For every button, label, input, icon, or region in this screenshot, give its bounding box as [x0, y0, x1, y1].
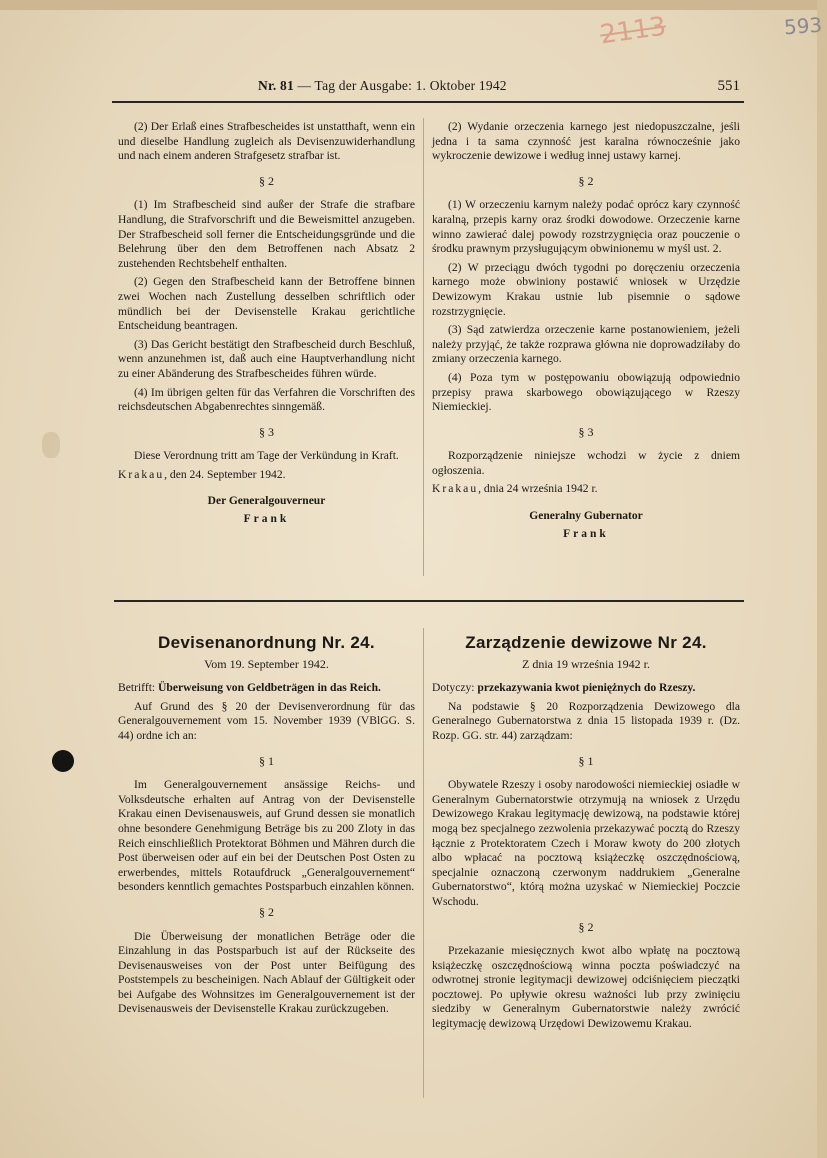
issue-number: Nr. 81 [258, 78, 294, 93]
subject-text: przekazywania kwot pieniężnych do Rzeszy. [477, 681, 696, 695]
paragraph: (2) Gegen den Strafbescheid kann der Betroffene binnen zwei Wochen nach Zustellung desselben schriftlich oder mündlich bei der Devisenstelle Krakau gerichtliche Entscheidung beantragen. [118, 275, 415, 333]
signing-date: , dnia 24 września 1942 r. [478, 482, 598, 496]
paragraph: Na podstawie § 20 Rozporządzenia Dewizowego dla Generalnego Gubernatorstwa z dnia 15 listopada 1939 r. (Dz. Rozp. GG. str. 44) zarządzam: [432, 699, 740, 742]
section-heading: § 2 [259, 173, 274, 188]
paper-edge-top [0, 0, 827, 10]
subject-text: Überweisung von Geldbeträgen in das Reich. [158, 681, 381, 695]
column-divider [423, 118, 424, 576]
bottom-right-column-polish [432, 633, 740, 1036]
bottom-left-column-german [118, 633, 415, 1021]
paragraph: Im Generalgouvernement ansässige Reichs- und Volksdeutsche erhalten auf Antrag von der Devisenstelle Krakau einen Devisenausweis, auf Grund dessen sie monatlich ohne besondere Genehmigung Beträge bis zu 200 Zloty in das Reich einschließlich Protektorat Böhmen und Mähren durch die Post überweisen oder auf ein bei der Deutschen Post Osten zu erwerbendes, mittels Rotaufdruck „Generalgouvernement“ besonders kenntlich gemachtes Postsparbuch einzahlen können. [118, 778, 415, 894]
paragraph: (3) Sąd zatwierdza orzeczenie karne postanowieniem, jeżeli należy przyjąć, że także rozprawa główna nie doprowadziłaby do zmiany orzeczenia karnego. [432, 323, 740, 366]
section-heading: § 2 [578, 173, 594, 188]
section-separator-rule [114, 600, 744, 602]
signatory-title: Generalny Gubernator [529, 510, 643, 523]
section-heading: § 3 [259, 424, 274, 439]
place-name: Krakau [118, 467, 165, 481]
place-date [118, 468, 415, 483]
pencil-page-annotation: 593 [783, 12, 823, 40]
paragraph: Diese Verordnung tritt am Tage der Verkündung in Kraft. [134, 449, 399, 463]
section-heading: § 3 [578, 424, 594, 439]
paragraph: Auf Grund des § 20 der Devisenverordnung für das Generalgouvernement vom 15. November 1939 (VBlGG. S. 44) ordne ich an: [118, 699, 415, 742]
paragraph: Die Überweisung der monatlichen Beträge oder die Einzahlung in das Postsparbuch ist auf der Rückseite des Devisenausweises von der Post unter Beifügung des Poststempels zu bescheinigen. Nach Ablauf der Gültigkeit oder bei Aufgabe des Wohnsitzes im Generalgouvernement ist der Devisenausweis der Devisenstelle Krakau zurückzugeben. [118, 929, 415, 1016]
signing-date: , den 24. September 1942. [164, 467, 286, 481]
header-rule [112, 101, 744, 103]
paragraph: (4) Im übrigen gelten für das Verfahren die Vorschriften des reichsdeutschen Abgabenrechtes sinngemäß. [118, 385, 415, 414]
signatory-title: Der Generalgouverneur [207, 495, 326, 508]
top-right-column-polish [432, 120, 740, 541]
subject-line [118, 681, 415, 696]
place-date [432, 482, 740, 497]
issue-date: — Tag der Ausgabe: 1. Oktober 1942 [293, 78, 507, 93]
paragraph: (1) Im Strafbescheid sind außer der Strafe die strafbare Handlung, die Strafvorschrift und die Beweismittel anzugeben. Der Strafbescheid soll ferner die Entscheidungsgründe und die Belehrung über den dem Betroffenen nach Absatz 2 zustehenden Rechtsbehelf enthalten. [118, 198, 415, 270]
paragraph: Obywatele Rzeszy i osoby narodowości niemieckiej osiadłe w Generalnym Gubernatorstwie otrzymują na wniosek z Urzędu Dewizowego Krakau legitymację dewizową, na podstawie której mogą bez specjalnego zezwolenia przekazywać pocztą do Rzeszy łącznie z Protektoratem Czech i Moraw kwoty do 200 złotych albo wpłacać na pocztową książeczkę oszczędnościową, specjalnie oznaczoną czerwonym naddrukiem „Generalne Gubernatorstwo“, którą można uzyskać w Niemieckiej Poczcie Wschodu. [432, 778, 740, 908]
paragraph: (1) W orzeczeniu karnym należy podać oprócz kary czynność karalną, przepis karny oraz środki dowodowe. Orzeczenie karne winno zawierać dalej powody rozstrzygnięcia oraz pouczenie o środku prawnym przysługującym obwinionemu w myśl ust. 2. [432, 198, 740, 256]
section-heading: § 1 [259, 753, 274, 768]
paragraph: (2) W przeciągu dwóch tygodni po doręczeniu orzeczenia karnego może obwiniony postawić wniosek w Urzędzie Dewizowym Krakau ustnie lub pisemnie o sądowe rozstrzygnięcie. [432, 260, 740, 318]
section-heading: § 2 [578, 919, 594, 934]
binder-punch-hole [52, 750, 74, 772]
ordinance-date: Z dnia 19 września 1942 r. [522, 656, 650, 671]
ordinance-title: Devisenanordnung Nr. 24. [158, 633, 375, 652]
paragraph: Rozporządzenie niniejsze wchodzi w życie z dniem ogłoszenia. [432, 449, 740, 477]
paper-edge-right [817, 0, 827, 1158]
paragraph: (2) Der Erlaß eines Strafbescheides ist unstatthaft, wenn ein und dieselbe Handlung zugleich als Devisenzuwiderhandlung und nach einem anderen Strafgesetz strafbar ist. [118, 120, 415, 163]
paragraph: Przekazanie miesięcznych kwot albo wpłatę na pocztową książeczkę oszczędnościową winna poczta poświadczyć na odwrotnej stronie legitymacji dewizowej odciśnięciem pieczątki pocztowej. Po upływie okresu ważności lub przy zwinięciu siedziby w Generalnym Gubernatorstwie należy zwrócić legitymację dewizową Urzędowi Dewizowemu Krakau. [432, 944, 740, 1031]
page-number: 551 [717, 78, 740, 94]
ordinance-date: Vom 19. September 1942. [204, 656, 329, 671]
section-heading: § 2 [259, 904, 274, 919]
subject-label: Dotyczy: [432, 681, 478, 695]
paper-stain [42, 432, 60, 458]
paragraph: (2) Wydanie orzeczenia karnego jest niedopuszczalne, jeśli jedna i ta sama czynność jest karalna równocześnie jako wykroczenie dewizowe i według innej ustawy karnej. [432, 120, 740, 163]
signatory-name: Frank [563, 527, 609, 540]
header-title [258, 78, 507, 94]
page-header [118, 78, 740, 98]
ordinance-title: Zarządzenie dewizowe Nr 24. [465, 633, 707, 652]
paragraph: (3) Das Gericht bestätigt den Strafbescheid durch Beschluß, wenn anzunehmen ist, daß auch eine Hauptverhandlung nicht zu einer Abänderung des Strafbescheides führen würde. [118, 337, 415, 380]
column-divider [423, 628, 424, 1098]
paragraph: (4) Poza tym w postępowaniu obowiązują odpowiednio przepisy prawa skarbowego obowiązującego w Rzeszy Niemieckiej. [432, 370, 740, 414]
subject-line [432, 681, 740, 696]
place-name: Krakau [432, 482, 479, 496]
top-left-column-german [118, 120, 415, 527]
subject-label: Betrifft: [118, 681, 159, 695]
signatory-name: Frank [243, 513, 290, 526]
section-heading: § 1 [578, 753, 594, 768]
red-crossed-annotation: 2113 [598, 11, 668, 51]
